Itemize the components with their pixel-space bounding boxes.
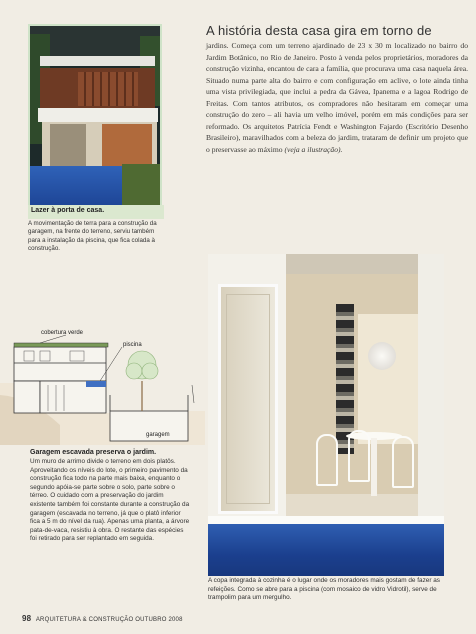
section-title: Garagem escavada preserva o jardim. — [30, 449, 157, 456]
diagram-label-cover: cobertura verde — [41, 330, 84, 336]
article-headline: A história desta casa gira em torno de — [206, 23, 432, 38]
article-body — [206, 40, 468, 155]
diagram-label-pool: piscina — [123, 342, 142, 348]
section-text: Um muro de arrimo divide o terreno em dois platôs. Aproveitando os níveis do lote, o primeiro pavimento da construção fica todo na parte mais baixa, enquanto o segundo apóia-se parte sobre o solo, parte sobre o térreo. O cuidado com a preservação do jardim existente também foi constante durante a construção da garagem (escavada no terreno, já que o platô inferior fica a 5 m do nível da rua). Apenas uma planta, a árvore pata-de-vaca, resistiu à obra. O restante das espécies foi retirado para ser replantado em seguida. — [30, 458, 190, 543]
article-body-tail: (veja a ilustração). — [284, 144, 343, 154]
diagram-label-garage: garagem — [146, 432, 170, 438]
house-exterior-photo — [30, 26, 160, 206]
photo-caption-title: Lazer à porta de casa. — [31, 207, 105, 214]
publication-name: ARQUITETURA & CONSTRUÇÃO OUTUBRO 2008 — [35, 617, 183, 623]
photo-caption-text: A movimentação de terra para a construção da garagem, na frente do terreno, serviu também para a instalação da piscina, que fica colada à construção. — [28, 220, 157, 253]
page-number: 98 — [22, 614, 32, 623]
section-diagram — [0, 325, 205, 445]
interior-photo-caption: A copa integrada à cozinha é o lugar onde os moradores mais gostam de fazer as refeições. Como se abre para a piscina (com mosaico de vidro Vidrotil), serve de trampolim para um mergulho. — [208, 577, 440, 602]
article-body-main: jardins. Começa com um terreno ajardinado de 23 x 30 m localizado no bairro do Jardim Botânico, no Rio de Janeiro. Posto à venda pelos proprietários, moradores da construção vizinha, encantou de cara a família, que procurava uma casa naquela área. Situado numa parte alta do bairro e com configuração em aclive, o lote ainda tinha uma vista privilegiada, que inclui a pedra da Gávea, Ipanema e a lagoa Rodrigo de Freitas. Com tantos atributos, os compradores não hesitaram em começar uma construção do zero – ali havia um velho imóvel, porém em más condições para ser reformado. Os arquitetos Patrícia Fendt e Washington Fajardo (Escritório Desenho Brasileiro), maravilhados com a beleza do jardim, trataram de definir um projeto que o preservasse ao máximo — [206, 41, 468, 154]
page-footer — [22, 614, 183, 623]
interior-kitchen-photo — [208, 254, 444, 576]
